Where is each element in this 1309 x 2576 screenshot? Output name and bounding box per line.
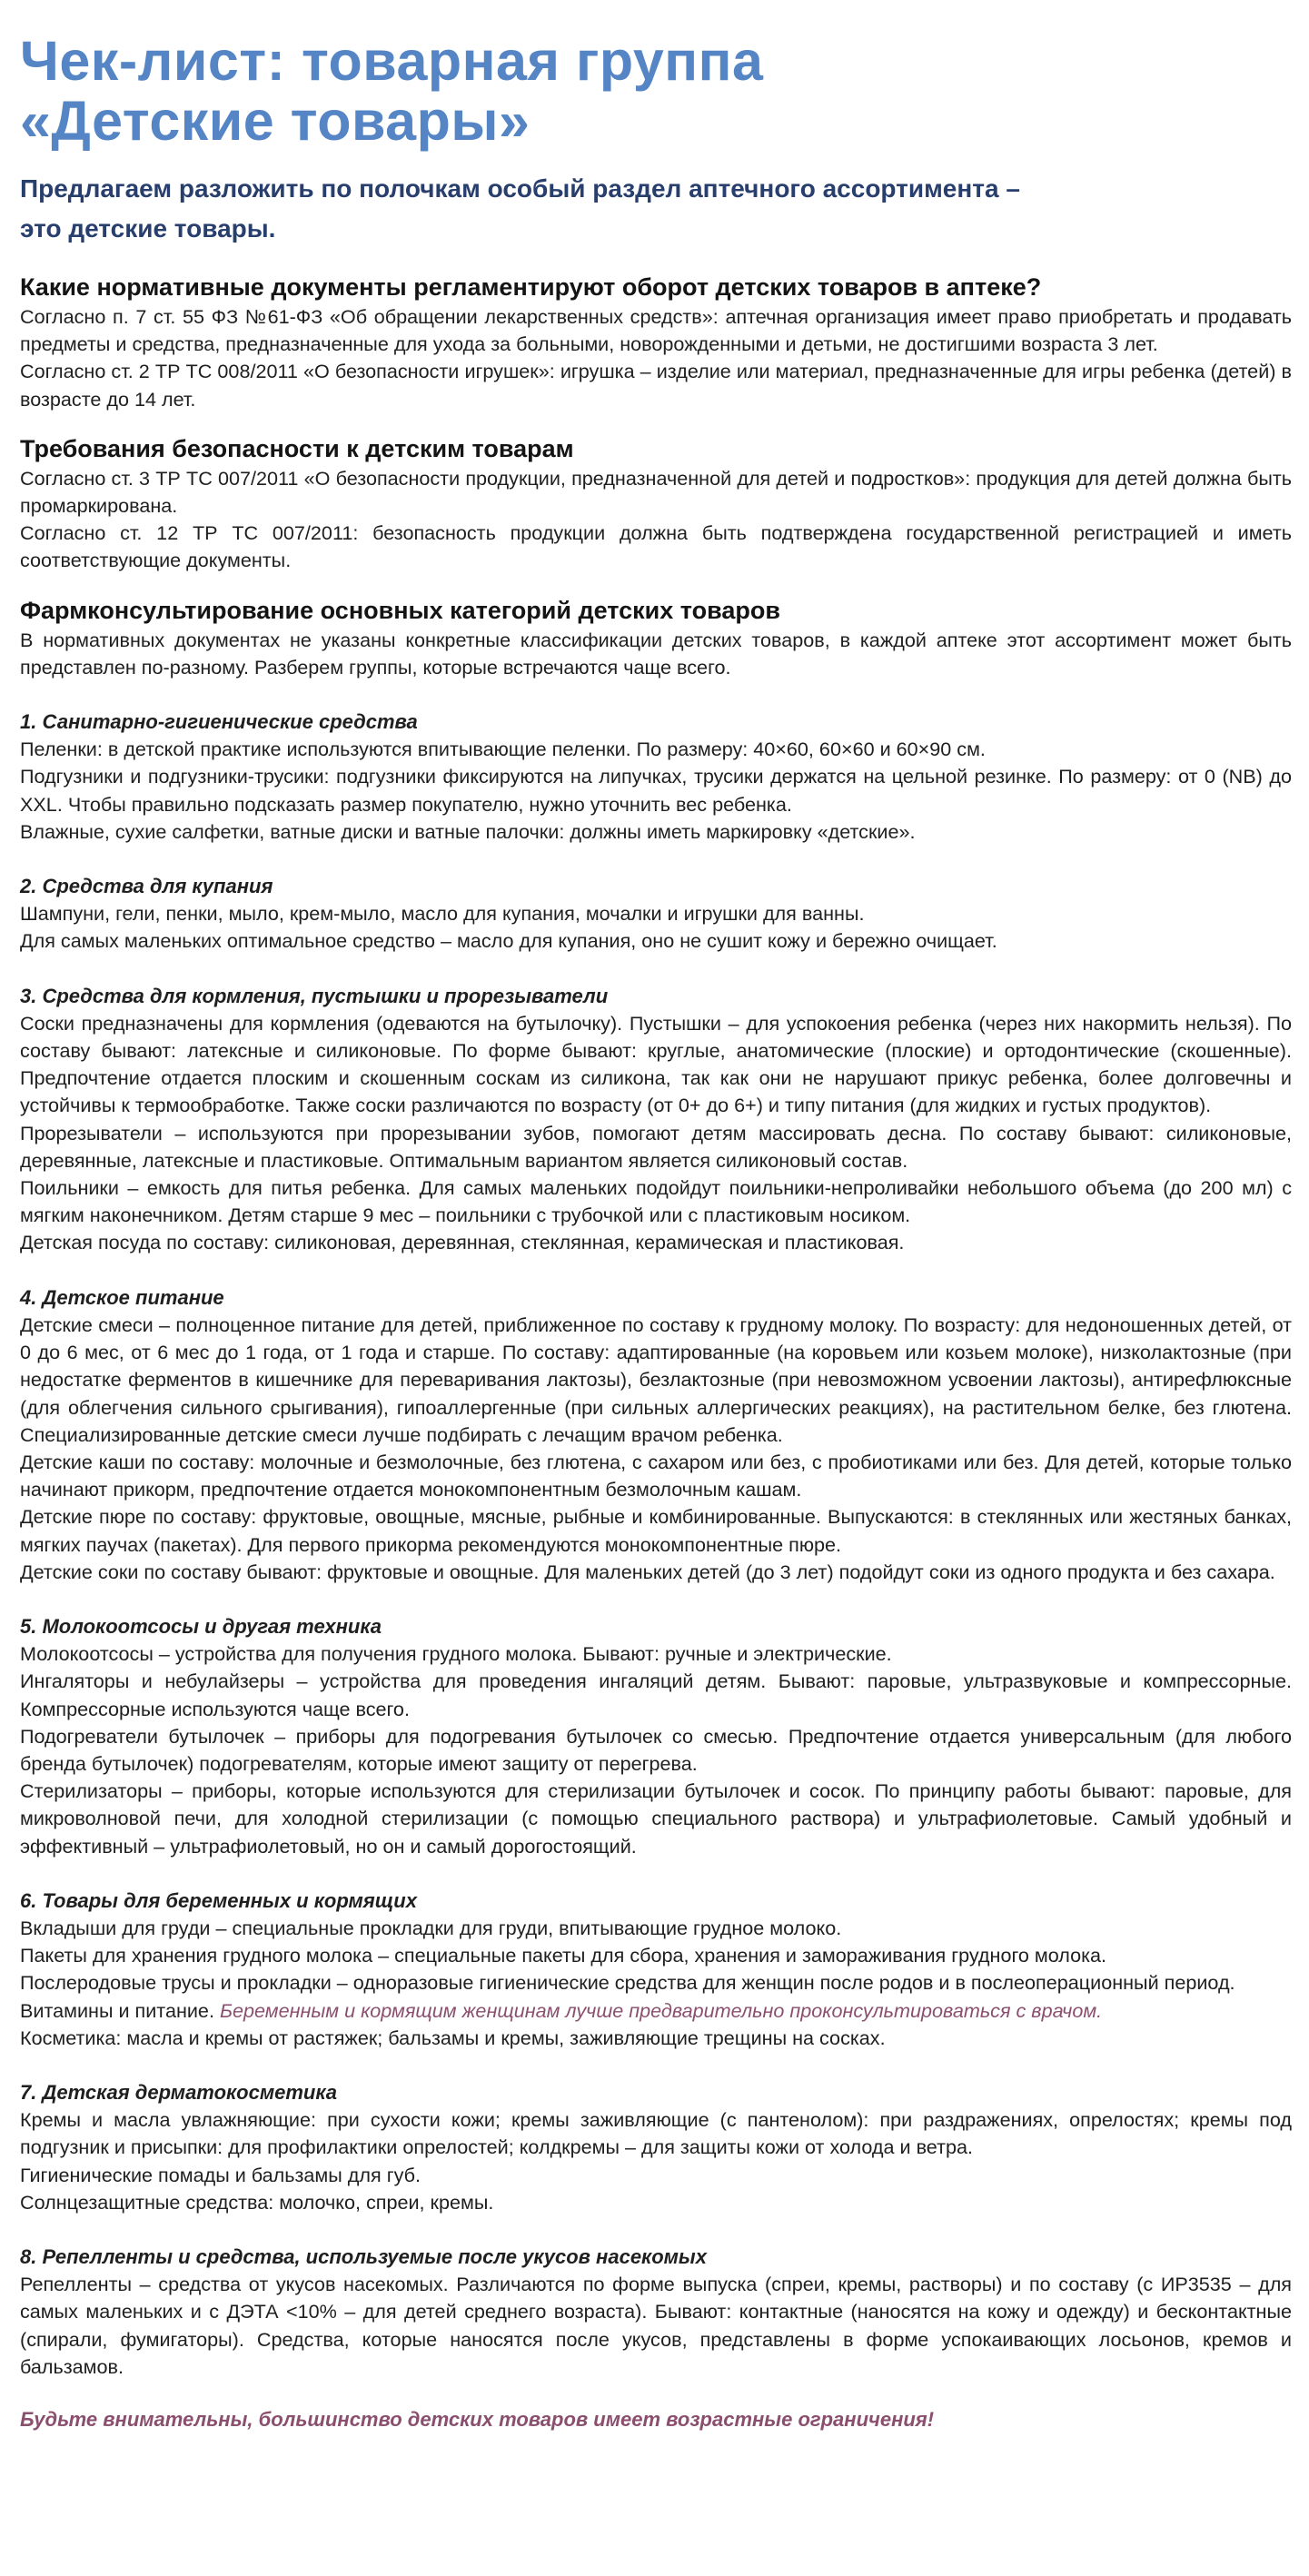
paragraph: Согласно ст. 3 ТР ТС 007/2011 «О безопасности продукции, предназначенной для детей и подростков»: продукция для детей должна быть промаркирована. bbox=[20, 466, 1292, 518]
page-title-line-2: «Детские товары» bbox=[20, 90, 531, 152]
category-maternity bbox=[20, 1887, 1292, 2052]
category-title: 6. Товары для беременных и кормящих bbox=[20, 1888, 417, 1912]
paragraph: Молокоотсосы – устройства для получения грудного молока. Бывают: ручные и электрические. bbox=[20, 1642, 892, 1666]
paragraph: Согласно ст. 12 ТР ТС 007/2011: безопасность продукции должна быть подтверждена государственной регистрацией и иметь соответствующие документы. bbox=[20, 521, 1292, 572]
paragraph: Вкладыши для груди – специальные прокладки для груди, впитывающие грудное молоко. bbox=[20, 1916, 842, 1939]
paragraph: В нормативных документах не указаны конкретные классификации детских товаров, в каждой аптеке этот ассортимент может быть представлен по-разному. Разберем группы, которые встречаются чаще всего. bbox=[20, 628, 1292, 679]
paragraph: Гигиенические помады и бальзамы для губ. bbox=[20, 2163, 421, 2186]
page-subtitle bbox=[20, 169, 1292, 249]
paragraph: Пеленки: в детской практике используются впитывающие пеленки. По размеру: 40×60, 60×60 и 60×90 см. bbox=[20, 738, 986, 761]
paragraph: Детские соки по составу бывают: фруктовые и овощные. Для маленьких детей (до 3 лет) подойдут соки из одного продукта и без сахара. bbox=[20, 1560, 1275, 1583]
paragraph: Согласно ст. 2 ТР ТС 008/2011 «О безопасности игрушек»: игрушка – изделие или материал, предназначенные для игры ребенка (детей) в возрасте до 14 лет. bbox=[20, 360, 1292, 411]
paragraph: Для самых маленьких оптимальное средство – масло для купания, оно не сушит кожу и бережно очищает. bbox=[20, 929, 997, 953]
paragraph bbox=[20, 1997, 1292, 2025]
paragraph: Кремы и масла увлажняющие: при сухости кожи; кремы заживляющие (с пантенолом): при раздражениях, опрелостях; кремы под подгузник и присыпки: для профилактики опрелостей; колдкремы – для защиты кожи от холода и ветра. bbox=[20, 2108, 1292, 2159]
category-bathing bbox=[20, 873, 1292, 956]
page-subtitle-line-1: Предлагаем разложить по полочкам особый раздел аптечного ассортимента – bbox=[20, 174, 1020, 203]
paragraph: Влажные, сухие салфетки, ватные диски и ватные палочки: должны иметь маркировку «детские». bbox=[20, 819, 916, 843]
paragraph: Солнцезащитные средства: молочко, спреи, кремы. bbox=[20, 2190, 494, 2214]
paragraph: Детские каши по составу: молочные и безмолочные, без глютена, с сахаром или без, с пробиотиками или без. Для детей, которые только начинают прикорм, предпочтение отдается монокомпонентным безмолочным кашам. bbox=[20, 1450, 1292, 1501]
page-subtitle-line-2: это детские товары. bbox=[20, 214, 276, 243]
category-title: 7. Детская дерматокосметика bbox=[20, 2080, 338, 2104]
page-title bbox=[20, 31, 1292, 151]
section-consulting bbox=[20, 594, 1292, 681]
paragraph: Стерилизаторы – приборы, которые используются для стерилизации бутылочек и сосок. По принципу работы бывают: паровые, для микроволновой печи, для холодной стерилизации (с помощью специального раствора) и ультрафиолетовые. Самый удобный и эффективный – ультрафиолетовый, но он и самый дорогостоящий. bbox=[20, 1779, 1292, 1858]
category-title: 3. Средства для кормления, пустышки и прорезыватели bbox=[20, 984, 609, 1007]
category-feeding bbox=[20, 983, 1292, 1257]
category-title: 5. Молокоотсосы и другая техника bbox=[20, 1614, 382, 1638]
paragraph: Ингаляторы и небулайзеры – устройства для проведения ингаляций детям. Бывают: паровые, ультразвуковые и компрессорные. Компрессорные используются чаще всего. bbox=[20, 1669, 1292, 1720]
paragraph: Косметика: масла и кремы от растяжек; бальзамы и кремы, заживляющие трещины на сосках. bbox=[20, 2026, 886, 2049]
category-baby-food bbox=[20, 1284, 1292, 1586]
paragraph: Прорезыватели – используются при прорезывании зубов, помогают детям массировать десна. По составу бывают: силиконовые, деревянные, латексные и пластиковые. Оптимальным вариантом является силиконовый состав. bbox=[20, 1121, 1292, 1172]
paragraph-lead: Витамины и питание. bbox=[20, 1998, 214, 2022]
paragraph: Детские пюре по составу: фруктовые, овощные, мясные, рыбные и комбинированные. Выпускаются: в стеклянных или жестяных банках, мягких паучах (пакетах). Для первого прикорма рекомендуются монокомпонентные пюре. bbox=[20, 1505, 1292, 1556]
paragraph: Репелленты – средства от укусов насекомых. Различаются по форме выпуска (спреи, кремы, растворы) и по составу (с ИР3535 – для самых маленьких и с ДЭТА <10% – для детей среднего возраста). Бывают: контактные (наносятся на кожу и одежду) и бесконтактные (спирали, фумигаторы). Средства, которые наносятся после укусов, представлены в форме успокаивающих лосьонов, кремов и бальзамов. bbox=[20, 2273, 1292, 2378]
section-regulatory bbox=[20, 271, 1292, 413]
paragraph: Подгузники и подгузники-трусики: подгузники фиксируются на липучках, трусики держатся на цельной резинке. По размеру: от 0 (NB) до XXL. Чтобы правильно подсказать размер покупателю, нужно уточнить вес ребенка. bbox=[20, 765, 1292, 816]
section-heading: Требования безопасности к детским товарам bbox=[20, 434, 574, 462]
paragraph: Детские смеси – полноценное питание для детей, приближенное по составу к грудному молоку. По возрасту: для недоношенных детей, от 0 до 6 мес, от 6 мес до 1 года, от 1 года и старше. По составу: адаптированные (на коровьем или козьем молоке), низколактозные (при недостатке ферментов в кишечнике для переваривания лактозы), безлактозные (при невозможном усвоении лактозы), антирефлюксные (для облегчения сильного срыгивания), гипоаллергенные (при сильных аллергических реакциях), на растительном белке, без глютена. Специализированные детские смеси лучше подбирать с лечащим врачом ребенка. bbox=[20, 1313, 1292, 1446]
section-safety bbox=[20, 432, 1292, 575]
paragraph: Шампуни, гели, пенки, мыло, крем-мыло, масло для купания, мочалки и игрушки для ванны. bbox=[20, 902, 865, 926]
category-breast-pumps bbox=[20, 1613, 1292, 1860]
consult-note: Беременным и кормящим женщинам лучше предварительно проконсультироваться с врачом. bbox=[219, 1998, 1103, 2022]
paragraph: Соски предназначены для кормления (одеваются на бутылочку). Пустышки – для успокоения ребенка (через них накормить нельзя). По составу бывают: латексные и силиконовые. По форме бывают: круглые, анатомические (плоские) и ортодонтические (скошенные). Предпочтение отдается плоским и скошенным соскам из силикона, так как они не нарушают прикус ребенка, более долговечны и устойчивы к термообработке. Также соски различаются по возрасту (от 0+ до 6+) и типу питания (для жидких и густых продуктов). bbox=[20, 1011, 1292, 1117]
paragraph: Поильники – емкость для питья ребенка. Для самых маленьких подойдут поильники-непроливайки небольшого объема (до 200 мл) с мягким наконечником. Детям старше 9 мес – поильники с трубочкой или с пластиковым носиком. bbox=[20, 1176, 1292, 1227]
category-title: 1. Санитарно-гигиенические средства bbox=[20, 710, 418, 734]
age-restriction-warning: Будьте внимательны, большинство детских товаров имеет возрастные ограничения! bbox=[20, 2408, 935, 2431]
paragraph: Послеродовые трусы и прокладки – одноразовые гигиенические средства для женщин после родов и в послеоперационный период. bbox=[20, 1971, 1235, 1995]
section-heading: Фармконсультирование основных категорий детских товаров bbox=[20, 596, 780, 624]
category-title: 8. Репелленты и средства, используемые после укусов насекомых bbox=[20, 2244, 707, 2268]
paragraph: Подогреватели бутылочек – приборы для подогревания бутылочек со смесью. Предпочтение отдается универсальным (для любого бренда бутылочек) подогревателям, которые имеют защиту от перегрева. bbox=[20, 1724, 1292, 1775]
category-hygiene bbox=[20, 708, 1292, 846]
page-title-line-1: Чек-лист: товарная группа bbox=[20, 30, 764, 92]
paragraph: Детская посуда по составу: силиконовая, деревянная, стеклянная, керамическая и пластиковая. bbox=[20, 1231, 905, 1254]
category-dermacosmetics bbox=[20, 2079, 1292, 2216]
category-title: 4. Детское питание bbox=[20, 1285, 224, 1309]
paragraph: Согласно п. 7 ст. 55 ФЗ №61-ФЗ «Об обращении лекарственных средств»: аптечная организация имеет право приобретать и продавать предметы и средства, предназначенные для ухода за больными, новорожденными и детьми, не достигшими возраста 3 лет. bbox=[20, 305, 1292, 356]
category-title: 2. Средства для купания bbox=[20, 875, 273, 898]
section-heading: Какие нормативные документы регламентируют оборот детских товаров в аптеке? bbox=[20, 273, 1042, 301]
paragraph: Пакеты для хранения грудного молока – специальные пакеты для сбора, хранения и замораживания грудного молока. bbox=[20, 1944, 1107, 1967]
category-repellents bbox=[20, 2244, 1292, 2381]
